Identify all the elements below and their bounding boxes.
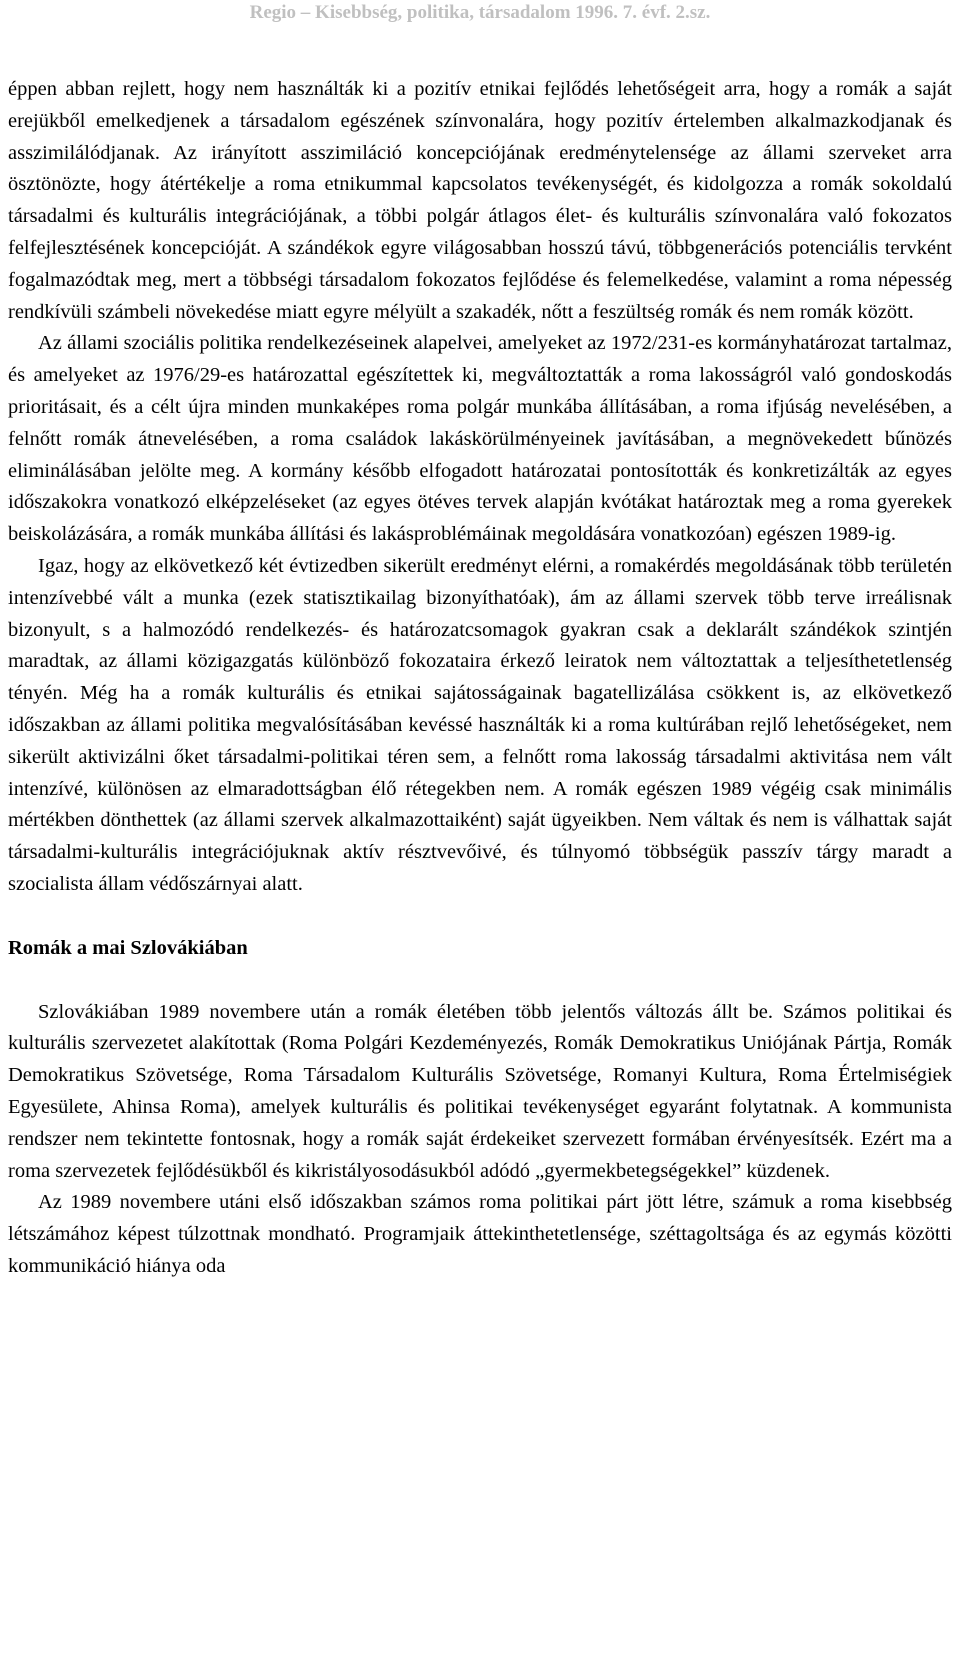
running-header: Regio – Kisebbség, politika, társadalom 1996. 7. évf. 2.sz.: [249, 2, 711, 23]
paragraph: Az állami szociális politika rendelkezéseinek alapelvei, amelyeket az 1972/231-es kormányhatározat tartalmaz, és amelyeket az 1976/29-es határozattal egészítettek ki, megváltoztatták a roma lakosságról való gondoskodás prioritásait, és a célt újra minden munkaképes roma polgár munkába állításában, a roma ifjúság nevelésében, a felnőtt romák átnevelésében, a roma családok lakáskörülményeinek javításában, a megnövekedett bűnözés eliminálásában jelölte meg. A kormány később elfogadott határozatai pontosították és konkretizálták az egyes időszakokra vonatkozó elképzeléseket (az egyes ötéves tervek alapján kvótákat határoztak meg a roma gyerekek beiskolázására, a romák munkába állítási és lakásproblémáinak megoldására vonatkozóan) egészen 1989-ig.: [8, 332, 952, 546]
paragraph: Igaz, hogy az elkövetkező két évtizedben sikerült eredményt elérni, a romakérdés megoldásának több területén intenzívebbé vált a munka (ezek statisztikailag bizonyíthatóak), ám az állami szervek több terve irreálisnak bizonyult, s a halmozódó rendelkezés- és határozatcsomagok gyakran csak a deklarált szándékok szintjén maradtak, az állami közigazgatás különböző fokozataira érkező leiratok nem változtattak a teljesíthetetlenség tényén. Még ha a romák kulturális és etnikai sajátosságainak bagatellizálása csökkent is, az elkövetkező időszakban az állami politika megvalósításában kevéssé használták ki a roma kultúrában rejlő lehetőségeket, nem sikerült aktivizálni őket társadalmi-politikai téren sem, a felnőtt roma lakosság társadalmi aktivitása nem vált intenzívé, különösen az elmaradottságban élő rétegekben nem. A romák egészen 1989 végéig csak minimális mértékben dönthettek (az állami szervek alkalmazottaiként) saját ügyeikben. Nem váltak és nem is válhattak saját társadalmi-kulturális integrációjuknak aktív résztvevőivé, és túlnyomó többségük passzív tárgy maradt a szocialista állam védőszárnyai alatt.: [8, 554, 952, 895]
paragraph: éppen abban rejlett, hogy nem használták ki a pozitív etnikai fejlődés lehetőségeit arra, hogy a romák a saját erejükből emelkedjenek a társadalom egészének színvonalára, hogy pozitív értelemben alkalmazkodjanak és asszimilálódjanak. Az irányított asszimiláció koncepciójának eredménytelensége az állami szerveket arra ösztönözte, hogy átértékelje a roma etnikummal kapcsolatos tevékenységét, és kidolgozza a romák sokoldalú társadalmi és kulturális integrációjának, a többi polgár átlagos élet- és kulturális színvonalára való fokozatos felfejlesztésének koncepcióját. A szándékok egyre világosabban hosszú távú, többgenerációs potenciális tervként fogalmazódtak meg, mert a többségi társadalom fokozatos fejlődése és felemelkedése, valamint a roma népesség rendkívüli számbeli növekedése miatt egyre mélyült a szakadék, nőtt a feszültség romák és nem romák között.: [8, 78, 952, 323]
paragraph: Szlovákiában 1989 novembere után a romák életében több jelentős változás állt be. Számos politikai és kulturális szervezetet alakítottak (Roma Polgári Kezdeményezés, Romák Demokratikus Uniójának Pártja, Romák Demokratikus Szövetsége, Roma Társadalom Kulturális Szövetsége, Romanyi Kultura, Roma Értelmiségiek Egyesülete, Ahinsa Roma), amelyek kulturális és politikai tevékenységet egyaránt folytatnak. A kommunista rendszer nem tekintette fontosnak, hogy a romák saját érdekeiket szervezett formában érvényesítsék. Ezért ma a roma szervezetek fejlődésükből és kikristályosodásukból adódó „gyermekbetegségekkel” küzdenek.: [8, 1000, 952, 1182]
section-heading: Romák a mai Szlovákiában: [8, 936, 248, 959]
paragraph: Az 1989 novembere utáni első időszakban számos roma politikai párt jött létre, számuk a roma kisebbség létszámához képest túlzottnak mondható. Programjaik áttekinthetetlensége, széttagoltsága és az egymás közötti kommunikáció hiánya oda: [8, 1191, 952, 1277]
article-body: [8, 74, 952, 1283]
